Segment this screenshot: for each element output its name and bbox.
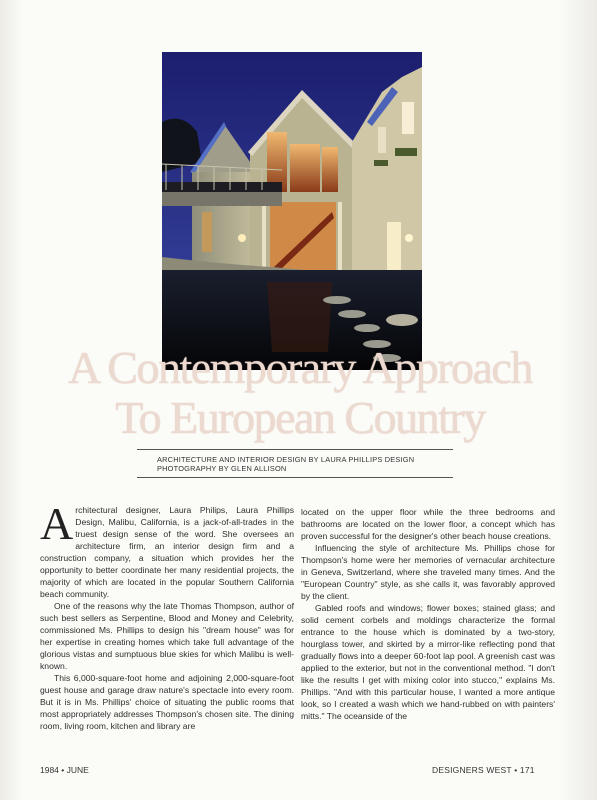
paragraph: One of the reasons why the late Thomas Thompson, author of such best sellers as Serpentine, Blood and Money and Celebrity, commissioned Ms. Phillips to design his "dream house" was for her expertise in creating homes which take full advantage of the glorious vistas and sumptuous blue skies for which Malibu is well-known. — [40, 601, 294, 671]
paragraph: Architectural designer, Laura Philips, Laura Phillips Design, Malibu, California, is a jack-of-all-trades in the truest design sense of the word. She oversees an architecture firm, an interior design firm and a construction company, a situation which provides her the opportunity to better coordinate her many residential projects, the majority of which are located in the popular Southern California beach community. — [40, 498, 294, 599]
paragraph: Influencing the style of architecture Ms. Phillips chose for Thompson's home were her memories of vernacular architecture in Geneva, Switzerland, where she traveled many times. And the "European Country" style, as she calls it, was favorably approved by the client. — [301, 543, 555, 601]
title-line-2: To European Country — [115, 392, 485, 443]
photography-credit: PHOTOGRAPHY BY GLEN ALLISON — [157, 464, 287, 473]
paragraph: located on the upper floor while the three bedrooms and bathrooms are located on the lower floor, a concept which has proven successful for the designer's other beach house creations. — [301, 507, 555, 541]
body-column-right — [301, 506, 555, 722]
article-title — [40, 343, 560, 443]
drop-cap: A — [40, 498, 74, 549]
title-line-1: A Contemporary Approach — [68, 342, 532, 393]
footer-page-number: DESIGNERS WEST • 171 — [432, 765, 535, 775]
body-column-left — [40, 498, 294, 732]
house-photo — [162, 52, 422, 370]
paragraph: Gabled roofs and windows; flower boxes; stained glass; and solid cement corbels and moldings characterize the formal entrance to the house which is dominated by a two-story, hourglass tower, and skirted by a mirror-like reflecting pond that gradually flows into a deeper 60-foot lap pool. A greenish cast was applied to the exterior, but not in the conventional method. "I don't like the results I get with mixing color into stucco," explains Ms. Phillips. "And with this particular house, I wanted a more antique look, so I created a wash which we hand-rubbed on with painters' mitts." The oceanside of the — [301, 603, 555, 721]
design-credit: ARCHITECTURE AND INTERIOR DESIGN BY LAURA PHILLIPS DESIGN — [157, 455, 415, 464]
credits-box — [137, 449, 453, 478]
footer-date: 1984 • JUNE — [40, 765, 89, 775]
paragraph: This 6,000-square-foot home and adjoining 2,000-square-foot guest house and garage draw nature's spectacle into every room. But it is in Ms. Phillips' choice of situating the public rooms that most appropriately addresses Thompson's chosen site. The dining room, living room, kitchen and library are — [40, 673, 294, 731]
